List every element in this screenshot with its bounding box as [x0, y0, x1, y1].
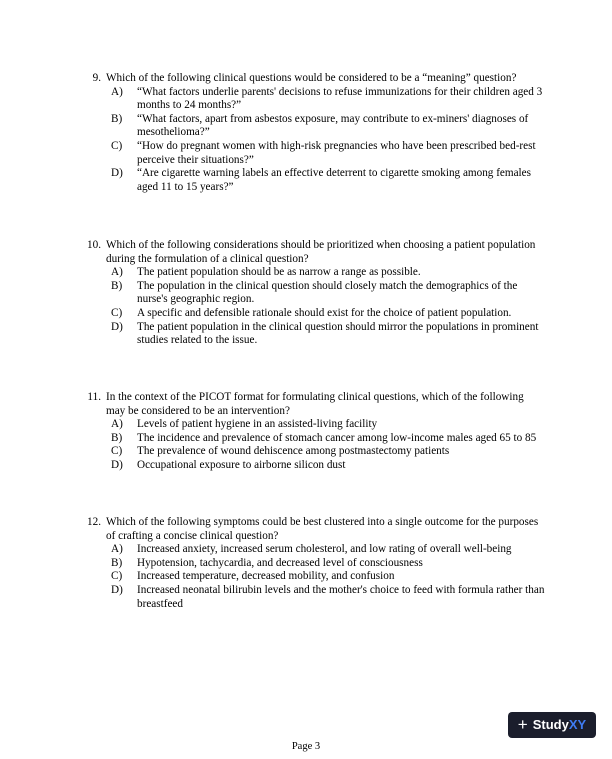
question-text: Which of the following clinical questions would be considered to be a “meaning” question?	[106, 72, 517, 84]
option-letter: A)	[111, 85, 123, 98]
option-text: The patient population should be as narrow a range as possible.	[137, 266, 421, 279]
option-text: A specific and defensible rationale should exist for the choice of patient population.	[137, 306, 512, 319]
option-letter: D)	[111, 458, 123, 471]
question-text: In the context of the PICOT format for formulating clinical questions, which of the following may be considered to be an intervention?	[106, 391, 524, 417]
option-letter: C)	[111, 445, 123, 458]
option-d	[95, 321, 545, 348]
option-text: Increased temperature, decreased mobility, and confusion	[137, 570, 395, 583]
option-b	[95, 432, 545, 446]
logo-brand-suffix: XY	[568, 717, 587, 733]
option-text: “What factors underlie parents' decisions to refuse immunizations for their children aged 3 months to 24 months?”	[137, 85, 543, 112]
question-9	[92, 72, 545, 194]
option-text: Increased neonatal bilirubin levels and the mother's choice to feed with formula rather than breastfeed	[137, 583, 545, 610]
option-letter: D)	[111, 320, 123, 333]
option-letter: D)	[111, 167, 123, 180]
question-number: 9.	[92, 72, 101, 84]
option-letter: B)	[111, 112, 123, 125]
option-letter: B)	[111, 556, 123, 569]
option-letter: A)	[111, 266, 123, 279]
option-text: The patient population in the clinical question should mirror the populations in prominent studies related to the issue.	[137, 320, 539, 347]
question-number: 10.	[87, 239, 101, 251]
logo-brand-prefix: Study	[532, 717, 569, 733]
option-a	[95, 418, 545, 432]
question-text: Which of the following considerations should be prioritized when choosing a patient population during the formulation of a clinical question?	[106, 239, 536, 265]
option-c	[95, 570, 545, 584]
question-number: 11.	[87, 391, 101, 403]
question-10	[87, 239, 545, 348]
option-letter: B)	[111, 279, 123, 292]
option-a	[95, 86, 545, 113]
page-number: Page 3	[291, 741, 321, 752]
option-c	[95, 140, 545, 167]
option-text: “How do pregnant women with high-risk pregnancies who have been prescribed bed-rest perceive their situations?”	[137, 139, 536, 166]
option-d	[95, 584, 545, 611]
option-b	[95, 113, 545, 140]
option-letter: C)	[111, 306, 123, 319]
option-text: The incidence and prevalence of stomach cancer among low-income males aged 65 to 85	[137, 431, 537, 444]
option-text: The population in the clinical question should closely match the demographics of the nurse's geographic region.	[137, 279, 518, 306]
option-text: Increased anxiety, increased serum cholesterol, and low rating of overall well-being	[137, 543, 512, 556]
option-letter: B)	[111, 431, 123, 444]
option-letter: A)	[111, 418, 123, 431]
question-text: Which of the following symptoms could be best clustered into a single outcome for the purposes of crafting a concise clinical question?	[106, 516, 539, 542]
option-letter: C)	[111, 139, 123, 152]
option-d	[95, 167, 545, 194]
option-a	[95, 266, 545, 280]
option-text: “What factors, apart from asbestos exposure, may contribute to ex-miners' diagnoses of mesothelioma?”	[137, 112, 529, 139]
question-number: 12.	[87, 516, 101, 528]
option-text: Hypotension, tachycardia, and decreased level of consciousness	[137, 556, 423, 569]
option-a	[95, 543, 545, 557]
question-11	[87, 391, 545, 473]
studyxy-logo[interactable]	[508, 712, 596, 738]
option-d	[95, 459, 545, 473]
option-letter: D)	[111, 583, 123, 596]
option-text: Occupational exposure to airborne silicon dust	[137, 458, 346, 471]
option-letter: A)	[111, 543, 123, 556]
option-c	[95, 307, 545, 321]
option-text: “Are cigarette warning labels an effective deterrent to cigarette smoking among females aged 11 to 15 years?”	[137, 167, 531, 193]
option-letter: C)	[111, 570, 123, 583]
question-12	[87, 516, 545, 611]
option-c	[95, 445, 545, 459]
plus-icon: +	[517, 715, 528, 735]
option-text: Levels of patient hygiene in an assisted-living facility	[137, 418, 378, 431]
option-b	[95, 557, 545, 571]
option-b	[95, 280, 545, 307]
option-text: The prevalence of wound dehiscence among postmastectomy patients	[137, 445, 450, 458]
